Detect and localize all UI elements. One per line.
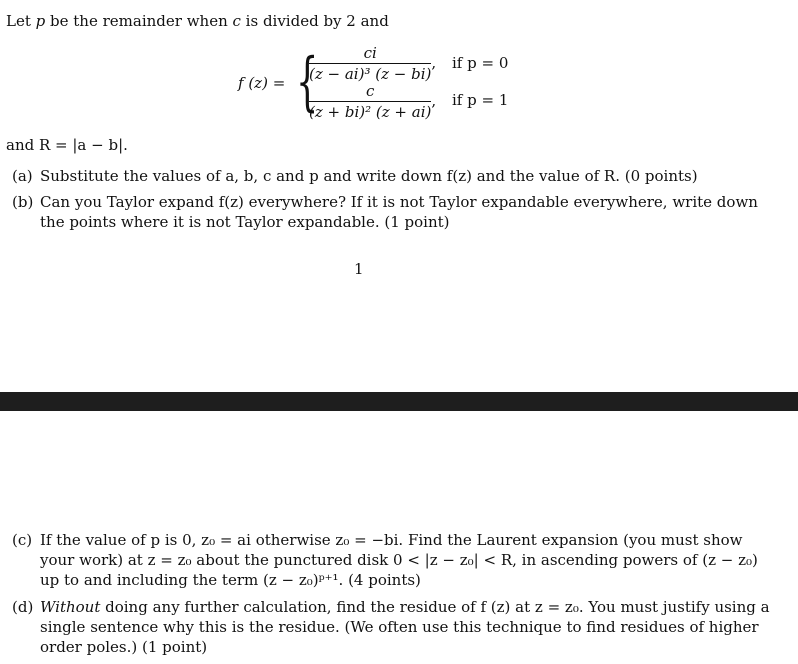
intro-line [6,12,389,30]
intro-var-c: c [232,12,241,30]
case-2: $\frac{c}{\text{(z + bi)² (z + ai)}}$ , [309,82,437,121]
case-1: $\frac{ci}{\text{(z − ai)³ (z − bi)}}$ , [309,44,437,83]
item-c [12,530,772,590]
item-c-text: If the value of p is 0, z₀ = ai otherwise z₀ = −bi. Find the Laurent expansion (you must show your work) at z = z₀ about the punctured disk 0 < |z − z₀| < R, in ascending powers of (z − z₀) up to and including the term (z − z₀)ᵖ⁺¹. (4 points) [40,531,758,589]
case-2-condition: if p = 1 [452,91,509,109]
piecewise-brace: { [296,45,319,119]
item-c-label: (c) [12,531,33,549]
item-b-text: Can you Taylor expand f(z) everywhere? If it is not Taylor expandable everywhere, write down the points where it is not Taylor expandable. (1 point) [40,193,758,231]
case-1-fraction [309,44,431,83]
item-d-emphasis: Without [40,598,101,616]
case-2-numerator: c [309,82,431,102]
r-definition: and R = |a − b|. [6,136,128,154]
intro-mid: be the remainder when [45,12,233,30]
item-b-label: (b) [12,193,34,211]
intro-tail: is divided by 2 and [240,12,389,30]
case-1-denominator: (z − ai)³ (z − bi) [309,65,432,83]
item-d-body [40,597,772,657]
page-separator [0,392,798,411]
item-d-text: doing any further calculation, find the residue of f (z) at z = z₀. You must justify using a single sentence why this is the residue. (We often use this technique to find residues of higher order poles.) (1 point) [40,598,770,656]
page-number: 1 [354,260,364,278]
case-1-numerator: ci [309,44,431,64]
item-b [12,192,772,232]
item-a-label: (a) [12,167,33,185]
item-a [12,166,772,186]
f-label: f (z) = [238,74,286,92]
item-d [12,597,772,657]
case-2-denominator: (z + bi)² (z + ai) [309,103,432,121]
case-2-fraction [309,82,431,121]
intro-var-p: p [35,12,46,30]
item-d-label: (d) [12,598,34,616]
intro-lead: Let [6,12,36,30]
item-a-text: Substitute the values of a, b, c and p and write down f(z) and the value of R. (0 points) [40,167,698,185]
case-1-condition: if p = 0 [452,54,509,72]
